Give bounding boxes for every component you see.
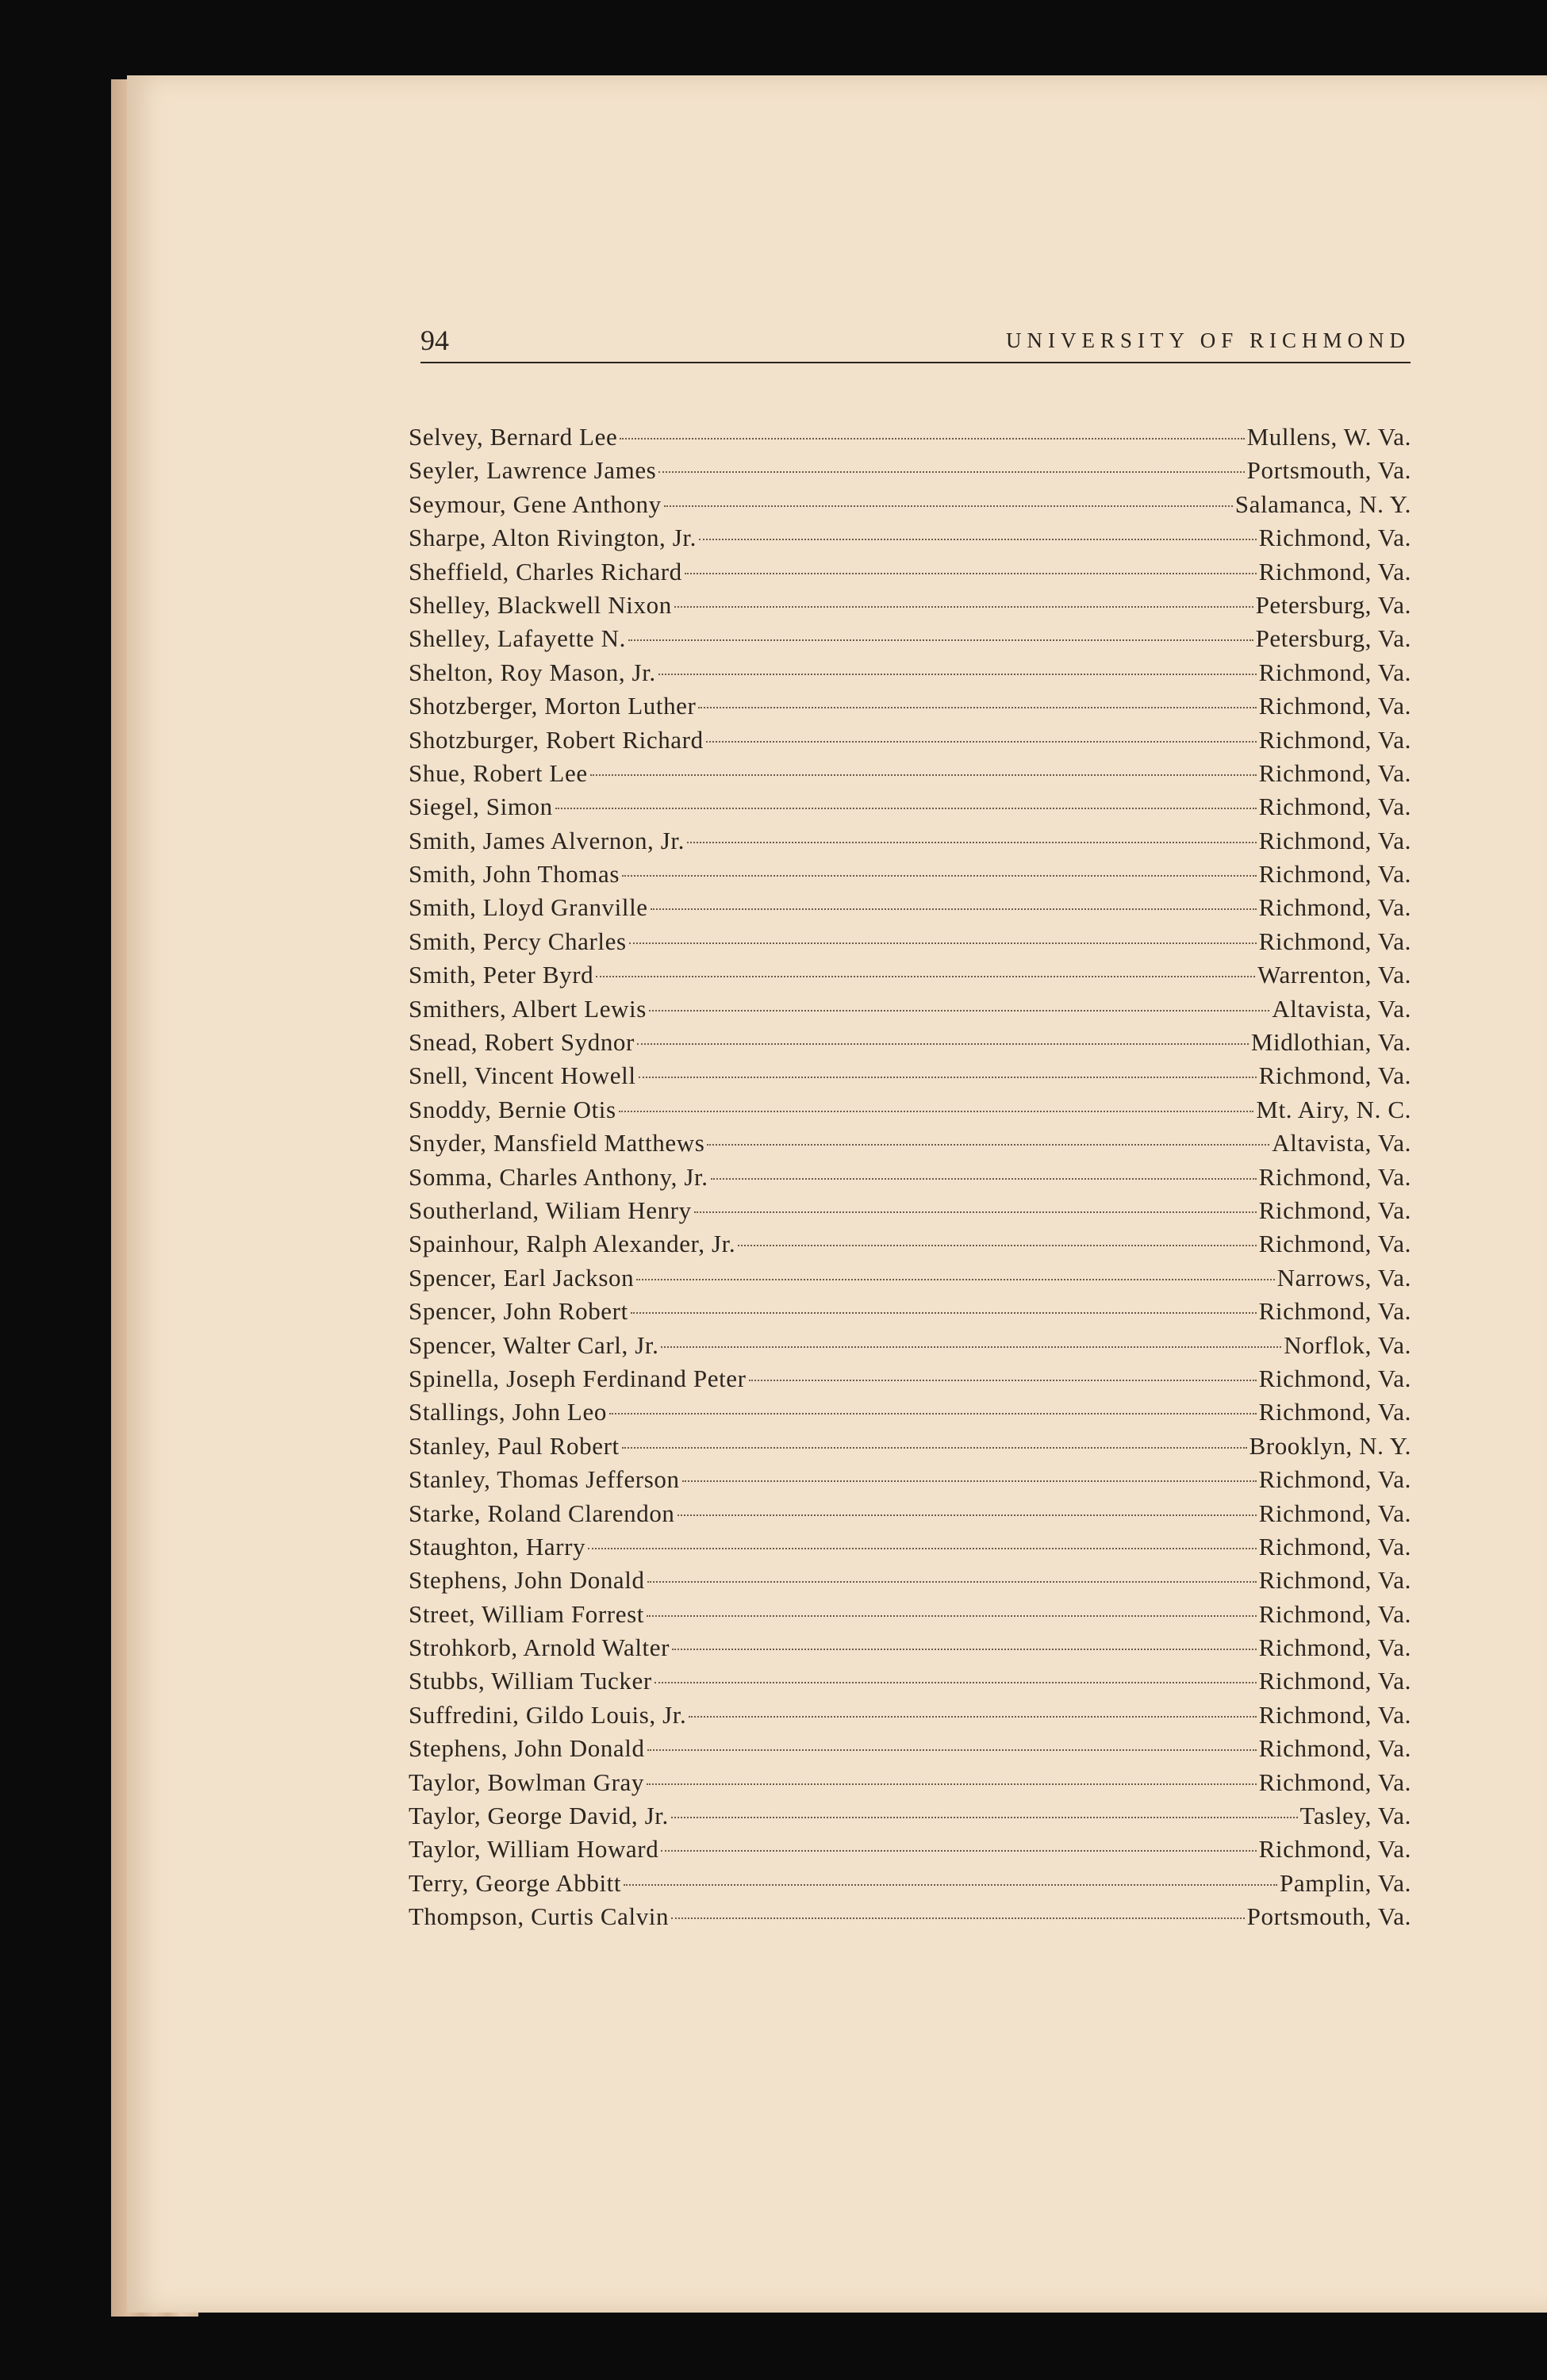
roster-entry [409, 622, 1411, 655]
student-name: Thompson, Curtis Calvin [409, 1902, 670, 1931]
student-name: Selvey, Bernard Lee [409, 423, 618, 451]
student-name: Spinella, Joseph Ferdinand Peter [409, 1364, 747, 1392]
hometown: Richmond, Va. [1258, 1230, 1411, 1258]
roster-entry [409, 1732, 1411, 1765]
roster-entry [409, 1631, 1411, 1664]
student-name: Stephens, John Donald [409, 1566, 645, 1595]
student-name: Smith, John Thomas [409, 860, 620, 889]
dot-leader [672, 1649, 1257, 1650]
hometown: Richmond, Va. [1258, 557, 1411, 585]
dot-leader [647, 1783, 1257, 1785]
dot-leader [636, 1279, 1274, 1280]
roster-entry [409, 1699, 1411, 1732]
student-name: Shelton, Roy Mason, Jr. [409, 658, 656, 686]
header-rule [420, 362, 1411, 363]
roster-entry [409, 790, 1411, 823]
journal-title: UNIVERSITY OF RICHMOND [1005, 328, 1411, 352]
student-name: Taylor, George David, Jr. [409, 1802, 669, 1830]
student-name: Shelley, Blackwell Nixon [409, 590, 672, 619]
roster-entry [409, 1362, 1411, 1395]
dot-leader [658, 674, 1257, 675]
dot-leader [694, 1211, 1257, 1213]
hometown: Richmond, Va. [1258, 1667, 1411, 1695]
roster-entry [409, 1598, 1411, 1631]
student-name: Smith, Percy Charles [409, 927, 627, 955]
dot-leader [707, 1144, 1269, 1146]
student-name: Southerland, Wiliam Henry [409, 1196, 692, 1224]
roster-entry [409, 1900, 1411, 1933]
roster-entry [409, 1395, 1411, 1429]
student-name: Stanley, Paul Robert [409, 1431, 620, 1460]
hometown: Petersburg, Va. [1255, 590, 1411, 619]
dot-leader [682, 1480, 1257, 1482]
hometown: Richmond, Va. [1258, 524, 1411, 552]
student-name: Taylor, William Howard [409, 1835, 659, 1864]
roster-entry [409, 1227, 1411, 1261]
roster-entry [409, 925, 1411, 958]
hometown: Mullens, W. Va. [1246, 423, 1411, 451]
hometown: Midlothian, Va. [1250, 1028, 1411, 1057]
hometown: Richmond, Va. [1258, 1566, 1411, 1595]
student-name: Sharpe, Alton Rivington, Jr. [409, 524, 697, 552]
roster-entry [409, 1329, 1411, 1362]
dot-leader [654, 1682, 1257, 1683]
hometown: Richmond, Va. [1258, 1599, 1411, 1628]
student-name: Spencer, Earl Jackson [409, 1263, 635, 1292]
hometown: Richmond, Va. [1258, 1499, 1411, 1527]
dot-leader [685, 573, 1257, 574]
roster-entry [409, 1161, 1411, 1194]
hometown: Narrows, Va. [1276, 1263, 1411, 1292]
student-name: Smith, James Alvernon, Jr. [409, 826, 685, 854]
roster-entry [409, 1867, 1411, 1900]
student-name: Smithers, Albert Lewis [409, 994, 647, 1023]
hometown: Richmond, Va. [1258, 1364, 1411, 1392]
roster-entry [409, 1664, 1411, 1698]
dot-leader [622, 1447, 1247, 1449]
student-name: Sheffield, Charles Richard [409, 557, 682, 585]
dot-leader [661, 1346, 1281, 1348]
student-name: Stallings, John Leo [409, 1398, 607, 1426]
student-name: Shotzburger, Robert Richard [409, 725, 704, 754]
roster-entry [409, 858, 1411, 891]
roster-entry [409, 724, 1411, 757]
hometown: Petersburg, Va. [1255, 624, 1411, 653]
dot-leader [674, 606, 1253, 608]
hometown: Richmond, Va. [1258, 1768, 1411, 1796]
dot-leader [698, 707, 1256, 708]
hometown: Richmond, Va. [1258, 1297, 1411, 1326]
dot-leader [647, 1581, 1257, 1583]
student-name: Smith, Lloyd Granville [409, 893, 648, 922]
dot-leader [711, 1178, 1257, 1180]
student-name: Starke, Roland Clarendon [409, 1499, 675, 1527]
roster-entry [409, 521, 1411, 555]
hometown: Portsmouth, Va. [1246, 456, 1411, 485]
dot-leader [622, 875, 1257, 877]
hometown: Richmond, Va. [1258, 725, 1411, 754]
hometown: Richmond, Va. [1258, 1398, 1411, 1426]
hometown: Richmond, Va. [1258, 860, 1411, 889]
roster-entry [409, 1833, 1411, 1866]
hometown: Richmond, Va. [1258, 893, 1411, 922]
hometown: Warrenton, Va. [1257, 961, 1411, 989]
roster-entry [409, 1093, 1411, 1127]
roster-entry [409, 656, 1411, 689]
roster-entry [409, 1127, 1411, 1160]
dot-leader [555, 808, 1257, 809]
dot-leader [664, 505, 1233, 507]
student-name: Smith, Peter Byrd [409, 961, 594, 989]
dot-leader [649, 1010, 1269, 1012]
roster-entry [409, 1497, 1411, 1530]
student-name: Seyler, Lawrence James [409, 456, 657, 485]
hometown: Richmond, Va. [1258, 793, 1411, 821]
hometown: Altavista, Va. [1272, 994, 1411, 1023]
student-name: Shue, Robert Lee [409, 758, 588, 787]
hometown: Richmond, Va. [1258, 658, 1411, 686]
dot-leader [628, 639, 1253, 641]
hometown: Norflok, Va. [1284, 1330, 1411, 1359]
running-head [420, 324, 1411, 363]
hometown: Richmond, Va. [1258, 758, 1411, 787]
roster-entry [409, 454, 1411, 487]
student-name: Terry, George Abbitt [409, 1868, 622, 1897]
dot-leader [588, 1548, 1257, 1549]
dot-leader [671, 1817, 1298, 1818]
dot-leader [631, 1312, 1257, 1314]
student-name: Snead, Robert Sydnor [409, 1028, 635, 1057]
student-name: Stubbs, William Tucker [409, 1667, 652, 1695]
roster-entry [409, 555, 1411, 589]
dot-leader [689, 1716, 1256, 1718]
hometown: Brooklyn, N. Y. [1249, 1431, 1411, 1460]
dot-leader [706, 741, 1257, 743]
roster-entry [409, 1261, 1411, 1295]
student-name: Shotzberger, Morton Luther [409, 692, 697, 720]
hometown: Altavista, Va. [1272, 1129, 1411, 1157]
dot-leader [639, 1077, 1257, 1078]
student-name: Spainhour, Ralph Alexander, Jr. [409, 1230, 736, 1258]
dot-leader [749, 1380, 1257, 1381]
hometown: Richmond, Va. [1258, 1162, 1411, 1191]
hometown: Richmond, Va. [1258, 1465, 1411, 1494]
hometown: Mt. Airy, N. C. [1256, 1095, 1411, 1123]
hometown: Richmond, Va. [1258, 1633, 1411, 1662]
dot-leader [687, 842, 1257, 843]
roster-entry [409, 958, 1411, 992]
hometown: Richmond, Va. [1258, 1700, 1411, 1729]
dot-leader [699, 539, 1257, 540]
hometown: Richmond, Va. [1258, 826, 1411, 854]
dot-leader [671, 1917, 1245, 1919]
student-name: Suffredini, Gildo Louis, Jr. [409, 1700, 687, 1729]
dot-leader [624, 1884, 1277, 1886]
hometown: Portsmouth, Va. [1246, 1902, 1411, 1931]
roster-entry [409, 891, 1411, 924]
hometown: Salamanca, N. Y. [1234, 489, 1411, 518]
roster-entry [409, 488, 1411, 521]
roster-entry [409, 992, 1411, 1026]
student-name: Spencer, Walter Carl, Jr. [409, 1330, 659, 1359]
dot-leader [629, 942, 1257, 944]
hometown: Richmond, Va. [1258, 1835, 1411, 1864]
student-name: Shelley, Lafayette N. [409, 624, 626, 653]
student-name: Staughton, Harry [409, 1532, 586, 1560]
roster-entry [409, 1059, 1411, 1092]
student-name: Strohkorb, Arnold Walter [409, 1633, 670, 1662]
dot-leader [596, 976, 1255, 977]
roster-entry [409, 689, 1411, 723]
dot-leader [620, 438, 1244, 440]
student-name: Street, William Forrest [409, 1599, 644, 1628]
dot-leader [647, 1615, 1257, 1617]
student-name: Somma, Charles Anthony, Jr. [409, 1162, 708, 1191]
student-name: Taylor, Bowlman Gray [409, 1768, 644, 1796]
roster-entry [409, 1026, 1411, 1059]
roster-entry [409, 1766, 1411, 1799]
dot-leader [590, 774, 1257, 776]
student-name: Snell, Vincent Howell [409, 1061, 636, 1090]
dot-leader [637, 1043, 1249, 1045]
roster-entry [409, 420, 1411, 454]
student-name: Stanley, Thomas Jefferson [409, 1465, 680, 1494]
dot-leader [678, 1514, 1257, 1516]
dot-leader [619, 1111, 1254, 1112]
roster-entry [409, 1430, 1411, 1463]
student-name: Snoddy, Bernie Otis [409, 1095, 616, 1123]
dot-leader [647, 1749, 1257, 1751]
hometown: Richmond, Va. [1258, 1061, 1411, 1090]
hometown: Richmond, Va. [1258, 1734, 1411, 1763]
student-name: Stephens, John Donald [409, 1734, 645, 1763]
hometown: Richmond, Va. [1258, 1532, 1411, 1560]
dot-leader [658, 471, 1244, 473]
hometown: Pamplin, Va. [1280, 1868, 1411, 1897]
roster-entry [409, 1463, 1411, 1496]
dot-leader [661, 1850, 1256, 1852]
roster-entry [409, 1530, 1411, 1564]
roster-entry [409, 757, 1411, 790]
student-name: Siegel, Simon [409, 793, 553, 821]
student-name: Snyder, Mansfield Matthews [409, 1129, 705, 1157]
page-number: 94 [420, 324, 449, 356]
dot-leader [651, 908, 1257, 910]
roster-entry [409, 589, 1411, 622]
dot-leader [738, 1245, 1256, 1246]
hometown: Richmond, Va. [1258, 692, 1411, 720]
hometown: Richmond, Va. [1258, 1196, 1411, 1224]
dot-leader [609, 1413, 1257, 1415]
roster-entry [409, 1564, 1411, 1597]
hometown: Tasley, Va. [1299, 1802, 1411, 1830]
roster-entry [409, 824, 1411, 858]
roster-entry [409, 1799, 1411, 1833]
hometown: Richmond, Va. [1258, 927, 1411, 955]
student-name: Spencer, John Robert [409, 1297, 628, 1326]
student-roster [409, 420, 1411, 1934]
student-name: Seymour, Gene Anthony [409, 489, 662, 518]
roster-entry [409, 1295, 1411, 1328]
roster-entry [409, 1194, 1411, 1227]
